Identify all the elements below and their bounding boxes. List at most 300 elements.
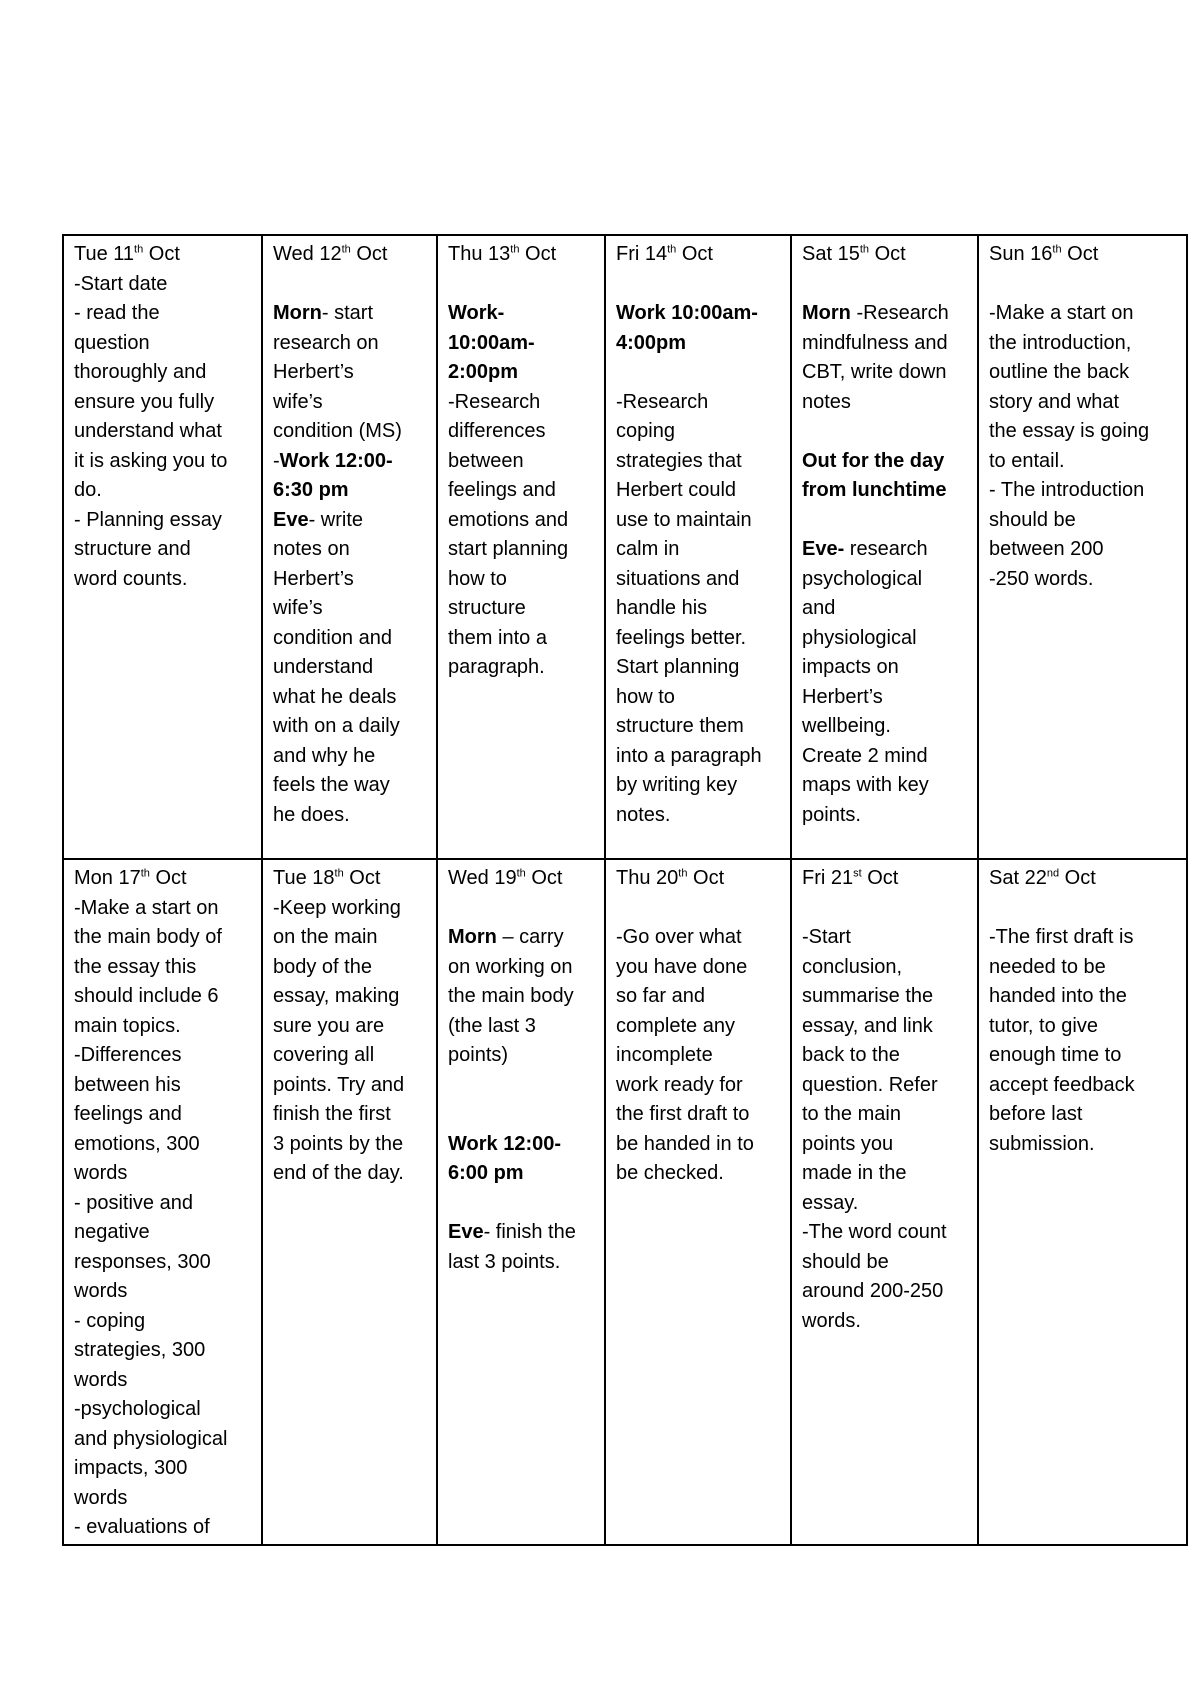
task-text: words. <box>802 1309 861 1332</box>
task-text: before last <box>989 1103 1083 1125</box>
task-line <box>448 270 598 300</box>
task-line <box>448 1100 598 1130</box>
day-cell <box>63 235 262 859</box>
task-line <box>616 923 784 953</box>
task-line <box>802 1248 971 1278</box>
task-text: do. <box>74 479 102 501</box>
day-cell <box>437 235 605 859</box>
task-line <box>448 594 598 624</box>
task-text: between 200 <box>989 538 1104 560</box>
task-line <box>448 1012 598 1042</box>
task-line <box>74 1248 255 1278</box>
task-text: feelings better. <box>616 626 747 649</box>
task-text: - The introduction <box>989 479 1145 501</box>
task-text: wellbeing. <box>802 715 891 737</box>
task-text: 3 points by the <box>273 1132 404 1155</box>
task-line <box>802 506 971 536</box>
task-text: research <box>844 538 928 560</box>
task-line <box>802 358 971 388</box>
task-line <box>448 982 598 1012</box>
task-line <box>802 1159 971 1189</box>
task-line <box>616 417 784 447</box>
task-line <box>448 653 598 683</box>
day-heading <box>74 864 255 894</box>
task-text: emotions, 300 <box>74 1132 200 1155</box>
task-text: end of the day. <box>273 1162 404 1184</box>
day-date: Tue 11 <box>74 243 135 265</box>
task-line <box>74 953 255 983</box>
task-text: Herbert’s <box>273 567 354 590</box>
task-line <box>989 1100 1180 1130</box>
task-text: -The word count <box>802 1221 947 1243</box>
day-heading <box>616 240 784 270</box>
task-text: structure them <box>616 715 744 737</box>
task-text: between <box>448 449 524 472</box>
task-line <box>802 1277 971 1307</box>
task-text: feelings and <box>74 1103 182 1125</box>
task-line <box>74 1366 255 1396</box>
task-line <box>448 1159 598 1189</box>
task-text: back to the <box>802 1044 900 1066</box>
task-line <box>802 712 971 742</box>
task-line <box>448 535 598 565</box>
task-text: strategies that <box>616 449 742 472</box>
task-line <box>616 270 784 300</box>
task-text: into a paragraph <box>616 744 762 767</box>
task-text: - write <box>308 508 364 531</box>
task-text: accept feedback <box>989 1073 1135 1096</box>
task-line <box>802 270 971 300</box>
task-line <box>802 299 971 329</box>
task-line <box>989 506 1180 536</box>
task-text: sure you are <box>273 1014 385 1037</box>
task-line <box>273 417 430 447</box>
task-text: it is asking you to <box>74 449 228 472</box>
task-text: last 3 points. <box>448 1250 561 1273</box>
task-text: -psychological <box>74 1398 201 1420</box>
day-date: Mon 17 <box>74 867 141 889</box>
task-text: words <box>74 1486 128 1509</box>
task-emphasis: Work 10:00am- <box>616 302 758 324</box>
task-emphasis: 6:00 pm <box>448 1162 524 1184</box>
task-text: how to <box>616 685 675 708</box>
task-text: points you <box>802 1132 894 1155</box>
task-line <box>802 1218 971 1248</box>
task-line <box>448 1248 598 1278</box>
task-line <box>802 594 971 624</box>
task-line <box>74 1307 255 1337</box>
task-line <box>448 417 598 447</box>
task-text: question. Refer <box>802 1073 938 1096</box>
task-line <box>802 894 971 924</box>
task-text: condition (MS) <box>273 420 402 442</box>
day-date: Thu 13 <box>448 243 511 265</box>
task-text: made in the <box>802 1162 907 1184</box>
day-heading <box>802 864 971 894</box>
task-line <box>273 358 430 388</box>
task-line <box>74 1159 255 1189</box>
day-month: Oct <box>1064 867 1096 889</box>
task-text: submission. <box>989 1132 1095 1155</box>
task-line <box>74 1041 255 1071</box>
task-line <box>616 358 784 388</box>
task-line <box>802 329 971 359</box>
task-text: how to <box>448 567 507 590</box>
task-line <box>273 270 430 300</box>
task-line <box>989 894 1180 924</box>
date-ordinal-suffix: st <box>853 867 862 880</box>
task-text: - read the <box>74 302 160 324</box>
task-line <box>273 683 430 713</box>
task-line <box>448 894 598 924</box>
task-text: wife’s <box>273 390 323 413</box>
task-text: the essay this <box>74 955 197 978</box>
task-line <box>448 1189 598 1219</box>
task-text: mindfulness and <box>802 331 948 354</box>
task-emphasis: 2:00pm <box>448 361 519 383</box>
task-line <box>802 982 971 1012</box>
task-text: strategies, 300 <box>74 1339 206 1361</box>
task-text: structure and <box>74 538 191 560</box>
task-line <box>74 1395 255 1425</box>
task-text: -Start <box>802 926 851 948</box>
day-date: Wed 12 <box>273 243 342 265</box>
task-text: points. <box>802 803 861 826</box>
task-text: on the main <box>273 926 378 948</box>
task-line <box>616 982 784 1012</box>
task-line <box>802 1130 971 1160</box>
task-text: finish the first <box>273 1103 391 1125</box>
task-text: understand what <box>74 420 222 442</box>
task-line <box>616 329 784 359</box>
task-text: research on <box>273 331 379 354</box>
task-text: essay, and link <box>802 1014 933 1037</box>
task-text: be checked. <box>616 1162 724 1184</box>
task-line <box>802 742 971 772</box>
task-text: -Keep working <box>273 896 401 919</box>
task-emphasis: Eve <box>448 1221 484 1243</box>
task-text: summarise the <box>802 985 934 1007</box>
task-line <box>74 388 255 418</box>
day-date: Tue 18 <box>273 867 335 889</box>
task-line <box>448 358 598 388</box>
task-line <box>989 1071 1180 1101</box>
task-line <box>989 299 1180 329</box>
task-line <box>448 506 598 536</box>
task-text: to entail. <box>989 449 1065 472</box>
task-text: tutor, to give <box>989 1014 1098 1037</box>
task-line <box>74 894 255 924</box>
task-line <box>74 923 255 953</box>
task-line <box>273 299 430 329</box>
task-text: by writing key <box>616 774 738 796</box>
task-text: impacts, 300 <box>74 1457 188 1479</box>
task-text: to the main <box>802 1103 901 1125</box>
task-line <box>273 982 430 1012</box>
task-line <box>989 388 1180 418</box>
task-line <box>616 299 784 329</box>
task-text: wife’s <box>273 597 323 619</box>
task-emphasis: from lunchtime <box>802 479 947 501</box>
task-line <box>802 683 971 713</box>
day-month: Oct <box>148 243 180 265</box>
task-line <box>74 982 255 1012</box>
task-text: and why he <box>273 744 376 767</box>
task-text: -Research <box>448 390 541 413</box>
task-line <box>74 417 255 447</box>
task-line <box>273 1071 430 1101</box>
task-emphasis: Work 12:00- <box>279 449 393 472</box>
task-text: structure <box>448 597 526 619</box>
task-text: you have done <box>616 955 748 978</box>
day-date: Thu 20 <box>616 867 679 889</box>
day-date: Sat 15 <box>802 243 860 265</box>
task-text: the essay is going <box>989 420 1150 442</box>
task-line <box>802 953 971 983</box>
task-line <box>448 953 598 983</box>
task-line <box>616 653 784 683</box>
task-text: -Differences <box>74 1044 182 1066</box>
task-text: with on a daily <box>273 715 400 737</box>
task-text: on working on <box>448 955 573 978</box>
task-line <box>989 358 1180 388</box>
task-line <box>273 801 430 831</box>
task-line <box>273 624 430 654</box>
day-cell <box>262 859 437 1545</box>
task-line <box>74 447 255 477</box>
task-line <box>448 624 598 654</box>
task-line <box>273 1100 430 1130</box>
task-text: -Research <box>850 302 949 324</box>
day-cell <box>978 859 1187 1545</box>
date-ordinal-suffix: th <box>678 867 688 880</box>
task-line <box>616 771 784 801</box>
task-line <box>74 476 255 506</box>
task-text: Start planning <box>616 656 740 678</box>
task-line <box>616 712 784 742</box>
task-text: psychological <box>802 567 923 590</box>
task-text: feelings and <box>448 479 556 501</box>
task-line <box>989 476 1180 506</box>
task-line <box>74 329 255 359</box>
day-cell <box>262 235 437 859</box>
day-heading <box>74 240 255 270</box>
task-line <box>989 270 1180 300</box>
day-date: Fri 21 <box>802 867 854 889</box>
day-month: Oct <box>681 243 713 265</box>
task-text: question <box>74 331 150 354</box>
task-text: so far and <box>616 985 705 1007</box>
task-text: should include 6 <box>74 985 219 1007</box>
task-text: impacts on <box>802 656 899 678</box>
task-line <box>802 565 971 595</box>
task-text: handed into the <box>989 985 1127 1007</box>
task-text: - coping <box>74 1309 146 1332</box>
task-line <box>616 388 784 418</box>
task-text: maps with key <box>802 774 929 796</box>
day-date: Wed 19 <box>448 867 517 889</box>
task-line <box>448 329 598 359</box>
task-line <box>616 476 784 506</box>
task-text: be handed in to <box>616 1132 754 1155</box>
task-text: -Research <box>616 390 709 413</box>
week-row <box>63 235 1187 859</box>
task-line <box>448 1130 598 1160</box>
task-text: notes on <box>273 538 350 560</box>
task-text: body of the <box>273 955 372 978</box>
task-emphasis: Work 12:00- <box>448 1132 562 1155</box>
task-line <box>273 712 430 742</box>
task-text: understand <box>273 656 374 678</box>
task-emphasis: Work- <box>448 302 505 324</box>
day-cell <box>605 859 791 1545</box>
task-line <box>802 1071 971 1101</box>
task-emphasis: Eve- <box>802 538 845 560</box>
task-text: essay, making <box>273 985 400 1007</box>
task-emphasis: Morn <box>802 302 851 324</box>
day-cell <box>791 235 978 859</box>
task-text: differences <box>448 420 546 442</box>
task-text: conclusion, <box>802 955 903 978</box>
task-line <box>616 565 784 595</box>
task-text: emotions and <box>448 508 569 531</box>
task-line <box>802 1041 971 1071</box>
task-line <box>273 565 430 595</box>
day-date: Fri 14 <box>616 243 668 265</box>
task-line <box>273 742 430 772</box>
task-text: between his <box>74 1073 181 1096</box>
task-line <box>74 1425 255 1455</box>
task-text: points. Try and <box>273 1073 405 1096</box>
study-planner-table <box>62 234 1188 1546</box>
task-text: condition and <box>273 626 392 649</box>
task-line <box>74 1336 255 1366</box>
task-line <box>74 358 255 388</box>
task-line <box>74 1484 255 1514</box>
task-line <box>273 953 430 983</box>
task-line <box>74 270 255 300</box>
task-line <box>273 1159 430 1189</box>
task-line <box>802 923 971 953</box>
task-line <box>616 953 784 983</box>
task-line <box>74 1100 255 1130</box>
day-month: Oct <box>155 867 187 889</box>
task-line <box>273 476 430 506</box>
task-line <box>616 1012 784 1042</box>
task-line <box>616 894 784 924</box>
task-line <box>273 894 430 924</box>
task-line <box>74 535 255 565</box>
task-text: enough time to <box>989 1044 1122 1066</box>
task-text: the introduction, <box>989 331 1132 354</box>
task-line <box>273 506 430 536</box>
day-cell <box>63 859 262 1545</box>
task-line <box>74 1189 255 1219</box>
day-cell <box>437 859 605 1545</box>
task-text: notes. <box>616 803 671 826</box>
task-line <box>616 1041 784 1071</box>
task-line <box>989 417 1180 447</box>
task-text: Herbert could <box>616 479 737 501</box>
task-line <box>616 1159 784 1189</box>
task-text: - Planning essay <box>74 508 222 531</box>
task-text: -250 words. <box>989 567 1094 590</box>
task-text: the main body of <box>74 926 222 948</box>
task-line <box>273 1041 430 1071</box>
task-line <box>802 771 971 801</box>
task-line <box>989 535 1180 565</box>
task-emphasis: Morn <box>448 926 497 948</box>
task-line <box>616 447 784 477</box>
task-line <box>616 1071 784 1101</box>
task-line <box>273 771 430 801</box>
day-date: Sun 16 <box>989 243 1053 265</box>
day-cell <box>605 235 791 859</box>
task-line <box>989 953 1180 983</box>
task-text: -Make a start on <box>989 302 1134 324</box>
day-cell <box>978 235 1187 859</box>
task-line <box>74 1071 255 1101</box>
task-text: ensure you fully <box>74 390 215 413</box>
task-line <box>802 417 971 447</box>
task-line <box>74 1130 255 1160</box>
task-line <box>74 299 255 329</box>
task-line <box>448 447 598 477</box>
task-text: and physiological <box>74 1427 228 1450</box>
task-line <box>273 653 430 683</box>
task-line <box>448 1041 598 1071</box>
task-text: Create 2 mind <box>802 744 928 767</box>
task-line <box>74 506 255 536</box>
task-line <box>448 299 598 329</box>
task-text: negative <box>74 1221 150 1243</box>
task-text: -Go over what <box>616 926 742 948</box>
task-line <box>616 1130 784 1160</box>
task-line <box>802 1307 971 1337</box>
week-row <box>63 859 1187 1545</box>
task-line <box>273 535 430 565</box>
task-line <box>616 683 784 713</box>
date-ordinal-suffix: th <box>510 243 520 256</box>
task-line <box>74 1218 255 1248</box>
task-text: - positive and <box>74 1191 193 1214</box>
day-month: Oct <box>693 867 725 889</box>
day-month: Oct <box>349 867 381 889</box>
date-ordinal-suffix: th <box>334 867 344 880</box>
task-text: words <box>74 1368 128 1391</box>
task-line <box>802 1012 971 1042</box>
day-heading <box>989 240 1180 270</box>
task-text: outline the back <box>989 361 1130 383</box>
task-emphasis: Morn <box>273 302 322 324</box>
task-line <box>74 1513 255 1543</box>
task-text: situations and <box>616 567 740 590</box>
task-text: complete any <box>616 1014 735 1037</box>
task-text: paragraph. <box>448 656 545 678</box>
date-ordinal-suffix: th <box>341 243 351 256</box>
task-emphasis: 10:00am- <box>448 331 535 354</box>
task-line <box>802 624 971 654</box>
task-text: Herbert’s <box>273 361 354 383</box>
task-line <box>802 388 971 418</box>
task-line <box>989 447 1180 477</box>
date-ordinal-suffix: th <box>134 243 144 256</box>
task-text: main topics. <box>74 1014 181 1037</box>
task-line <box>273 447 430 477</box>
task-text: work ready for <box>616 1073 743 1096</box>
day-month: Oct <box>867 867 899 889</box>
task-line <box>273 388 430 418</box>
